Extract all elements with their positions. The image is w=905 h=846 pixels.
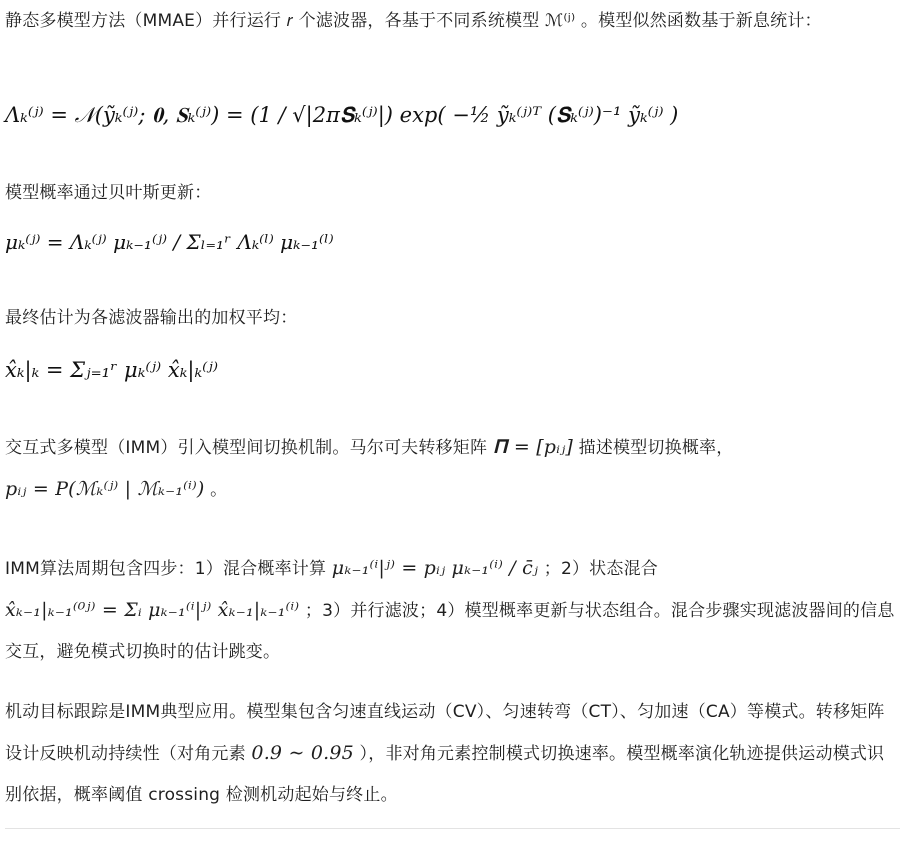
text-segment: 描述模型切换概率， [573, 438, 734, 458]
paragraph-weighted-average: 最终估计为各滤波器输出的加权平均： [5, 308, 298, 328]
text-segment: 交互式多模型（IMM）引入模型间切换机制。马尔可夫转移矩阵 [5, 438, 493, 458]
horizontal-divider [5, 828, 900, 829]
inline-math-transition-probability: pᵢⱼ = P(ℳₖ⁽ʲ⁾ | ℳₖ₋₁⁽ⁱ⁾) [5, 478, 205, 500]
text-segment: ），非对角元素控制模式切换速率。模型概率演化轨迹提供运动模式识别依据，概率阈值 crossing 检测机动起始与终止。 [5, 744, 885, 805]
inline-math-mixing-probability: μₖ₋₁⁽ⁱ|ʲ⁾ = pᵢⱼ μₖ₋₁⁽ⁱ⁾ / c̄ⱼ [331, 557, 539, 579]
text-segment: 。 [204, 480, 228, 500]
equation-final-estimate: x̂ₖ|ₖ = Σⱼ₌₁ʳ μₖ⁽ʲ⁾ x̂ₖ|ₖ⁽ʲ⁾ [5, 358, 218, 382]
text-segment: ；3）并行滤波；4）模型概率更新与状态组合。混合步骤实现滤波器间的信息交互，避免模式切换时的估计跳变。 [5, 601, 895, 662]
text-segment: ；2）状态混合 [538, 559, 658, 579]
paragraph-imm-steps [5, 548, 899, 673]
text-segment: 机动目标跟踪是IMM典型应用。模型集包含匀速直线运动（CV）、匀速转弯（CT）、匀加速（CA）等模式。转移矩阵设计反映机动持续性（对角元素 [5, 702, 885, 764]
inline-math-state-mixing: x̂ₖ₋₁|ₖ₋₁⁽⁰ʲ⁾ = Σᵢ μₖ₋₁⁽ⁱ|ʲ⁾ x̂ₖ₋₁|ₖ₋₁⁽ⁱ⁾ [5, 599, 300, 621]
equation-likelihood: Λₖ⁽ʲ⁾ = 𝒩(ỹₖ⁽ʲ⁾; 𝟎, 𝐒ₖ⁽ʲ⁾) = (1 / √|2π𝐒ₖ⁽ʲ⁾|) exp( −½ ỹₖ⁽ʲ⁾ᵀ (𝐒ₖ⁽ʲ⁾)⁻¹ ỹₖ⁽ʲ⁾ ) [5, 103, 679, 127]
equation-model-probability: μₖ⁽ʲ⁾ = Λₖ⁽ʲ⁾ μₖ₋₁⁽ʲ⁾ / Σₗ₌₁ʳ Λₖ⁽ˡ⁾ μₖ₋₁⁽ˡ⁾ [5, 230, 334, 254]
paragraph-imm-intro [5, 427, 899, 511]
paragraph-bayes-update: 模型概率通过贝叶斯更新： [5, 183, 212, 203]
inline-math-transition-matrix: 𝚷 = [pᵢⱼ] [492, 436, 574, 458]
paragraph-mmae-intro: 静态多模型方法（MMAE）并行运行 𝑟 个滤波器，各基于不同系统模型 ℳ⁽ʲ⁾ 。模型似然函数基于新息统计： [5, 11, 822, 31]
paragraph-target-tracking [5, 692, 899, 816]
inline-math-diagonal-range: 0.9 ∼ 0.95 [251, 742, 354, 764]
text-segment: IMM算法周期包含四步：1）混合概率计算 [5, 559, 332, 579]
